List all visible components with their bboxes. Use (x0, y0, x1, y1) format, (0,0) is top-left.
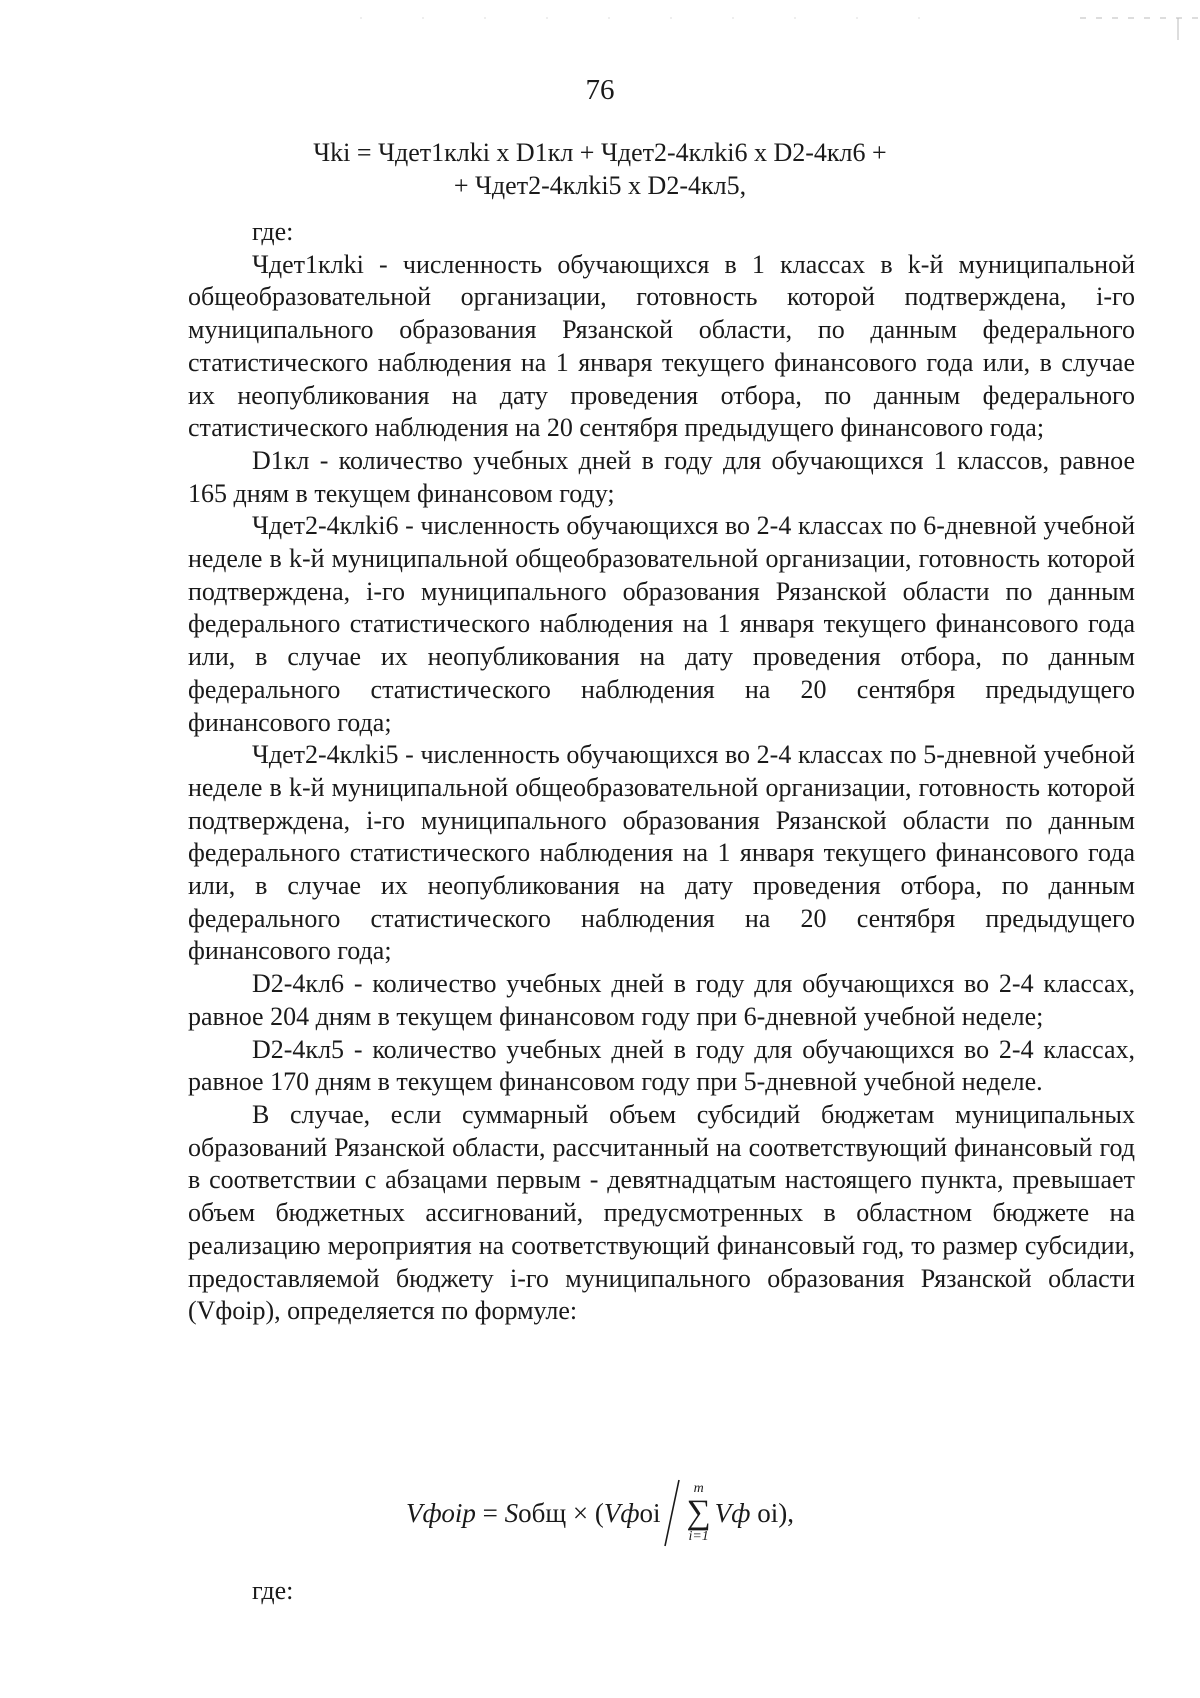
sum-upper-limit: m (693, 1481, 704, 1496)
formula-s-sub: общ (518, 1497, 567, 1528)
formula-lhs-var: Vфоiр (406, 1497, 476, 1528)
main-text (188, 216, 1135, 1328)
paragraph-subsidy-case: В случае, если суммарный объем субсидий бюджетам муниципальных образований Рязанской области, рассчитанный на соответствующий финансовый год в соответствии с абзацами первым - девятнадцатым настоящего пункта, превышает объем бюджетных ассигнований, предусмотренных в областном бюджете на реализацию мероприятия на соответствующий финансовый год, то размер субсидии, предоставляемой бюджету i-го муниципального образования Рязанской области (Vфоiр), определяется по формуле: (188, 1099, 1135, 1326)
paragraph-chdet2-4-5: Чдет2-4клki5 - численность обучающихся во 2-4 классах по 5-дневной учебной неделе в k-й муниципальной общеобразовательной организации, готовность которой подтверждена, i-го муниципального образования Рязанской области по данным федерального статистического наблюдения на 1 января текущего финансового года или, в случае их неопубликования на дату проведения отбора, по данным федерального статистического наблюдения на 20 сентября предыдущего финансового года; (188, 740, 1135, 966)
where-label: где: (252, 217, 294, 246)
paragraph-chdet2-4-6: Чдет2-4клki6 - численность обучающихся во 2-4 классах по 6-дневной учебной неделе в k-й муниципальной общеобразовательной организации, готовность которой подтверждена, i-го муниципального образования Рязанской области по данным федерального статистического наблюдения на 1 января текущего финансового года или, в случае их неопубликования на дату проведения отбора, по данным федерального статистического наблюдения на 20 сентября предыдущего финансового года; (188, 511, 1135, 737)
paragraph-d2-4-kl6: D2-4кл6 - количество учебных дней в году для обучающихся во 2-4 классах, равное 204 дням в текущем финансовом году при 6-дневной учебной неделе; (188, 969, 1135, 1031)
formula-chki (0, 136, 1200, 202)
formula-vfoir (0, 1478, 1200, 1548)
formula-denominator-sub: оi (750, 1497, 779, 1528)
formula-numerator-var: Vф (603, 1497, 640, 1528)
sum-lower-limit: i=1 (688, 1529, 709, 1544)
formula-chki-line-2: + Чдет2-4клki5 х D2-4кл5, (453, 171, 747, 200)
formula-chki-line-1: Чki = Чдет1клki х D1кл + Чдет2-4клki6 х D2-4кл6 + (313, 138, 887, 167)
formula-s-var: S (504, 1497, 519, 1528)
formula-equals: = (475, 1497, 505, 1528)
summation (687, 1482, 711, 1544)
division-slash (663, 1478, 681, 1548)
paragraph-chdet1: Чдет1клki - численность обучающихся в 1 классах в k-й муниципальной общеобразовательной организации, готовность которой подтверждена, i-го муниципального образования Рязанской области, по данным федерального статистического наблюдения на 1 января текущего финансового года или, в случае их неопубликования на дату проведения отбора, по данным федерального статистического наблюдения на 20 сентября предыдущего финансового года; (188, 249, 1135, 443)
formula-times-open: × ( (566, 1497, 604, 1528)
formula-numerator-sub: оi (639, 1497, 661, 1528)
paragraph-d1kl: D1кл - количество учебных дней в году для обучающихся 1 классов, равное 165 дням в текущем финансовом году; (188, 445, 1135, 508)
paragraph-d2-4-kl5: D2-4кл5 - количество учебных дней в году для обучающихся во 2-4 классах, равное 170 дням в текущем финансовом году при 5-дневной учебной неделе. (188, 1034, 1135, 1097)
sigma-icon: ∑ (686, 1494, 711, 1531)
formula-denominator-var: Vф (714, 1497, 751, 1528)
page-number: 76 (585, 74, 615, 106)
formula-close: ), (778, 1497, 794, 1528)
where-label-2: где: (252, 1576, 294, 1605)
